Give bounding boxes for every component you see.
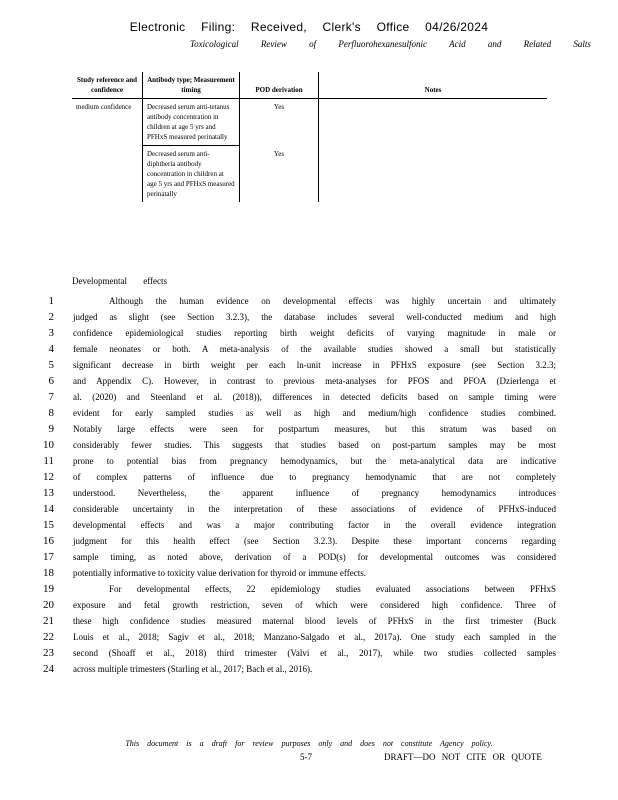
header-notes: Notes bbox=[319, 72, 548, 99]
table-row bbox=[72, 99, 547, 146]
line-number: 10 bbox=[43, 439, 54, 451]
line-text: judged as slight (see Section 3.2.3), the database includes several well-conducted medium and high bbox=[73, 312, 556, 322]
text-line-3 bbox=[36, 325, 556, 341]
line-number: 9 bbox=[48, 423, 54, 435]
line-number: 7 bbox=[48, 391, 54, 403]
line-number: 15 bbox=[43, 519, 54, 531]
draft-notice: DRAFT—DO NOT CITE OR QUOTE bbox=[384, 752, 542, 762]
line-text: For developmental effects, 22 epidemiology studies evaluated associations between PFHxS bbox=[109, 584, 556, 594]
text-line-14 bbox=[36, 501, 556, 517]
line-text: considerable uncertainty in the interpretation of these associations of evidence of PFHxS-induced bbox=[73, 504, 556, 514]
text-line-15 bbox=[36, 517, 556, 533]
cell-notes bbox=[319, 146, 548, 203]
cell-study: medium confidence bbox=[76, 103, 132, 111]
table-row bbox=[72, 146, 547, 203]
line-text: confidence epidemiological studies reporting birth weight deficits of varying magnitude in male or bbox=[73, 328, 556, 338]
filing-stamp: Electronic Filing: Received, Clerk's Office 04/26/2024 bbox=[129, 20, 489, 34]
line-number: 18 bbox=[43, 567, 54, 579]
line-text: potentially informative to toxicity value derivation for thyroid or immune effects. bbox=[73, 568, 367, 578]
text-line-7 bbox=[36, 389, 556, 405]
line-number: 6 bbox=[48, 375, 54, 387]
line-text: prone to potential bias from pregnancy hemodynamics, but the meta-analytical data are indicative bbox=[73, 456, 556, 466]
line-text: significant decrease in birth weight per each ln-unit increase in PFHxS exposure (see Section 3.2.3; bbox=[73, 360, 556, 370]
line-number: 12 bbox=[43, 471, 54, 483]
cell-study bbox=[72, 146, 143, 203]
header-antibody: Antibody type; Measurement timing bbox=[143, 72, 240, 99]
text-line-22 bbox=[36, 629, 556, 645]
cell-notes bbox=[319, 99, 548, 146]
line-text: Louis et al., 2018; Sagiv et al., 2018; Manzano-Salgado et al., 2017a). One study each sampled in the bbox=[73, 632, 556, 642]
line-text: judgment for this health effect (see Section 3.2.3). Despite these important concerns regarding bbox=[73, 536, 556, 546]
text-line-21 bbox=[36, 613, 556, 629]
line-text: sample timing, as noted above, derivation of a POD(s) for developmental outcomes was considered bbox=[73, 552, 556, 562]
line-text: female neonates or both. A meta-analysis of the available studies showed a small but statistically bbox=[73, 344, 556, 354]
cell-antibody: Decreased serum anti-tetanus antibody concentration in children at age 5 yrs and PFHxS measured perinatally bbox=[143, 99, 240, 146]
line-text: Notably large effects were seen for postpartum measures, but this stratum was based on bbox=[73, 424, 556, 434]
line-text: evident for early sampled studies as well as high and medium/high confidence studies combined. bbox=[73, 408, 556, 418]
text-line-8 bbox=[36, 405, 556, 421]
document-running-title: Toxicological Review of Perfluorohexanesulfonic Acid and Related Salts bbox=[190, 39, 591, 49]
cell-antibody: Decreased serum anti-diphtheria antibody concentration in children at age 5 yrs and PFHxS measured perinatally bbox=[143, 146, 240, 203]
line-text: understood. Nevertheless, the apparent influence of pregnancy hemodynamics introduces bbox=[73, 488, 556, 498]
text-line-5 bbox=[36, 357, 556, 373]
text-line-9 bbox=[36, 421, 556, 437]
text-line-4 bbox=[36, 341, 556, 357]
line-text: considerably fewer studies. This suggests that studies based on post-partum samples may be most bbox=[73, 440, 556, 450]
draft-disclaimer: This document is a draft for review purposes only and does not constitute Agency policy. bbox=[125, 739, 493, 748]
numbered-body-text bbox=[36, 293, 556, 677]
line-number: 16 bbox=[43, 535, 54, 547]
section-heading: Developmental effects bbox=[72, 276, 168, 286]
line-text: developmental effects and was a major contributing factor in the overall evidence integration bbox=[73, 520, 556, 530]
line-text: across multiple trimesters (Starling et al., 2017; Bach et al., 2016). bbox=[73, 664, 313, 674]
line-text: Although the human evidence on developmental effects was highly uncertain and ultimately bbox=[109, 296, 556, 306]
line-text: second (Shoaff et al., 2018) third trimester (Valvi et al., 2017), while two studies collected samples bbox=[73, 648, 556, 658]
line-number: 17 bbox=[43, 551, 54, 563]
table-header-row bbox=[72, 72, 547, 99]
line-text: exposure and fetal growth restriction, seven of which were considered high confidence. Three of bbox=[73, 600, 556, 610]
line-number: 3 bbox=[48, 327, 54, 339]
line-number: 19 bbox=[43, 583, 54, 595]
line-number: 8 bbox=[48, 407, 54, 419]
text-line-16 bbox=[36, 533, 556, 549]
text-line-13 bbox=[36, 485, 556, 501]
cell-pod: Yes bbox=[273, 149, 285, 158]
line-number: 23 bbox=[43, 647, 54, 659]
line-number: 1 bbox=[48, 295, 54, 307]
line-number: 5 bbox=[48, 359, 54, 371]
line-number: 4 bbox=[48, 343, 54, 355]
text-line-10 bbox=[36, 437, 556, 453]
line-number: 2 bbox=[48, 311, 54, 323]
header-pod: POD derivation bbox=[240, 72, 319, 99]
text-line-23 bbox=[36, 645, 556, 661]
line-number: 13 bbox=[43, 487, 54, 499]
page-number: 5-7 bbox=[300, 752, 312, 762]
text-line-24 bbox=[36, 661, 556, 677]
line-number: 21 bbox=[43, 615, 54, 627]
cell-pod: Yes bbox=[273, 103, 285, 111]
line-text: of complex patterns of influence due to pregnancy hemodynamic that are not completely bbox=[73, 472, 556, 482]
text-line-1 bbox=[36, 293, 556, 309]
evidence-table bbox=[72, 72, 547, 202]
text-line-2 bbox=[36, 309, 556, 325]
text-line-17 bbox=[36, 549, 556, 565]
text-line-6 bbox=[36, 373, 556, 389]
header-study: Study reference and confidence bbox=[72, 72, 143, 99]
line-number: 24 bbox=[43, 663, 54, 675]
line-number: 22 bbox=[43, 631, 54, 643]
line-text: these high confidence studies measured maternal blood levels of PFHxS in the first trimester (Buck bbox=[73, 616, 556, 626]
text-line-18 bbox=[36, 565, 556, 581]
text-line-20 bbox=[36, 597, 556, 613]
line-text: and Appendix C). However, in contrast to previous meta-analyses for PFOS and PFOA (Dzierlenga et bbox=[73, 376, 556, 386]
text-line-12 bbox=[36, 469, 556, 485]
line-text: al. (2020) and Steenland et al. (2018)), differences in detected deficits based on sample timing were bbox=[73, 392, 556, 402]
text-line-11 bbox=[36, 453, 556, 469]
line-number: 11 bbox=[43, 455, 54, 467]
line-number: 14 bbox=[43, 503, 54, 515]
text-line-19 bbox=[36, 581, 556, 597]
line-number: 20 bbox=[43, 599, 54, 611]
